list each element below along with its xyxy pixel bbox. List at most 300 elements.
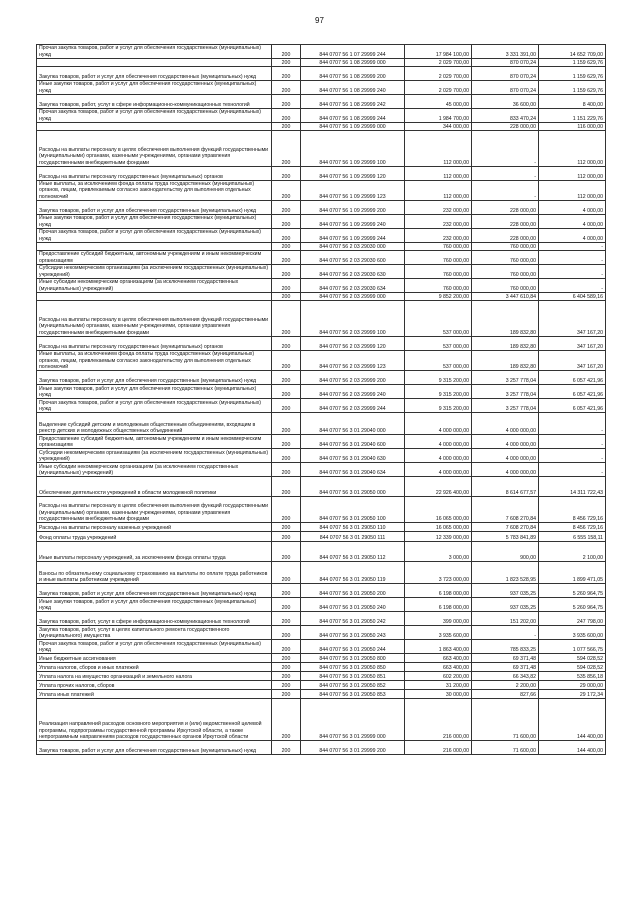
row-unexecuted: 1 899 471,05 xyxy=(539,562,606,584)
row-unexecuted: - xyxy=(539,265,606,279)
row-executed: 189 832,80 xyxy=(472,351,539,371)
row-approved: 344 000,00 xyxy=(405,123,472,131)
row-approved: 9 315 200,00 xyxy=(405,371,472,385)
table-row xyxy=(37,741,606,755)
row-name: Обеспечение деятельности учреждений в области молодежной политики xyxy=(37,477,272,497)
row-approved: 602 200,00 xyxy=(405,672,472,681)
row-executed: 189 832,80 xyxy=(472,337,539,351)
row-line-code: 200 xyxy=(272,663,301,672)
table-row xyxy=(37,681,606,690)
table-row xyxy=(37,663,606,672)
row-unexecuted: 1 151 229,76 xyxy=(539,109,606,123)
row-executed: 870 070,24 xyxy=(472,59,539,67)
row-name: Иные выплаты, за исключением фонда оплаты труда государственных (муниципальных) органов, лицам, привлекаемым согласно законодательству для выполнения отдельных полномочий xyxy=(37,351,272,371)
row-name: Закупка товаров, работ, услуг в сфере информационно-коммуникационных технологий xyxy=(37,612,272,626)
row-budget-code: 844 0707 56 3 01 29050 800 xyxy=(301,654,405,663)
row-unexecuted: - xyxy=(539,279,606,293)
row-line-code: 200 xyxy=(272,741,301,755)
row-approved: 17 984 100,00 xyxy=(405,45,472,59)
row-name: Расходы на выплаты персоналу государственных (муниципальных) органов xyxy=(37,167,272,181)
row-budget-code: 844 0707 56 2 03 29999 240 xyxy=(301,385,405,399)
row-budget-code: 844 0707 56 2 03 29030 630 xyxy=(301,265,405,279)
row-approved: 1 984 700,00 xyxy=(405,109,472,123)
table-row xyxy=(37,477,606,497)
row-line-code: 200 xyxy=(272,690,301,699)
table-row xyxy=(37,532,606,542)
row-unexecuted: 594 028,52 xyxy=(539,654,606,663)
row-name: Прочая закупка товаров, работ и услуг для обеспечения государственных (муниципальных) нужд xyxy=(37,640,272,654)
row-budget-code: 844 0707 56 1 08 29999 244 xyxy=(301,109,405,123)
row-approved: 9 315 200,00 xyxy=(405,385,472,399)
row-name: Закупка товаров, работ и услуг для обеспечения государственных (муниципальных) нужд xyxy=(37,584,272,598)
table-row xyxy=(37,131,606,167)
table-row xyxy=(37,181,606,201)
row-budget-code: 844 0707 56 3 01 29050 000 xyxy=(301,477,405,497)
table-row xyxy=(37,672,606,681)
row-name: Прочая закупка товаров, работ и услуг для обеспечения государственных (муниципальных) нужд xyxy=(37,45,272,59)
row-executed: - xyxy=(472,131,539,167)
row-executed: - xyxy=(472,167,539,181)
row-budget-code: 844 0707 56 3 01 29050 100 xyxy=(301,497,405,523)
row-unexecuted: 8 456 729,16 xyxy=(539,497,606,523)
row-name: Закупка товаров, работ и услуг для обеспечения государственных (муниципальных) нужд xyxy=(37,201,272,215)
row-budget-code: 844 0707 56 2 03 29999 123 xyxy=(301,351,405,371)
row-budget-code: 844 0707 56 3 01 29040 630 xyxy=(301,449,405,463)
row-unexecuted: 4 000,00 xyxy=(539,215,606,229)
row-budget-code: 844 0707 56 1 09 29999 000 xyxy=(301,123,405,131)
row-name: Закупка товаров, работ и услуг для обеспечения государственных (муниципальных) нужд xyxy=(37,67,272,81)
row-executed: 3 257 778,04 xyxy=(472,371,539,385)
row-unexecuted: - xyxy=(539,413,606,435)
row-line-code: 200 xyxy=(272,626,301,640)
row-line-code: 200 xyxy=(272,81,301,95)
row-budget-code: 844 0707 56 2 03 29999 244 xyxy=(301,399,405,413)
row-line-code: 200 xyxy=(272,640,301,654)
row-executed: - xyxy=(472,181,539,201)
row-budget-code: 844 0707 56 2 03 29999 120 xyxy=(301,337,405,351)
row-budget-code: 844 0707 56 3 01 29050 243 xyxy=(301,626,405,640)
row-line-code: 200 xyxy=(272,215,301,229)
row-line-code: 200 xyxy=(272,59,301,67)
row-line-code: 200 xyxy=(272,67,301,81)
row-line-code: 200 xyxy=(272,385,301,399)
row-name: Предоставление субсидий бюджетным, автономным учреждениям и иным некоммерческим организациям xyxy=(37,435,272,449)
row-approved: 4 000 000,00 xyxy=(405,463,472,477)
row-budget-code: 844 0707 56 2 03 29999 000 xyxy=(301,293,405,301)
row-name: Расходы на выплаты персоналу в целях обеспечения выполнения функций государственными (муниципальными) органами, казенными учреждениями, органами управления государственными внебюджетными фондами xyxy=(37,301,272,337)
row-line-code: 200 xyxy=(272,399,301,413)
row-approved: 45 000,00 xyxy=(405,95,472,109)
row-line-code: 200 xyxy=(272,301,301,337)
page-number: 97 xyxy=(315,16,324,25)
row-executed: - xyxy=(472,626,539,640)
row-name xyxy=(37,293,272,301)
row-line-code: 200 xyxy=(272,251,301,265)
row-line-code: 200 xyxy=(272,243,301,251)
row-budget-code: 844 0707 56 1 09 29999 100 xyxy=(301,131,405,167)
row-line-code: 200 xyxy=(272,681,301,690)
row-unexecuted: 1 159 629,76 xyxy=(539,81,606,95)
row-name: Субсидии некоммерческим организациям (за исключением государственных (муниципальных) учреждений) xyxy=(37,449,272,463)
row-budget-code: 844 0707 56 3 01 29050 244 xyxy=(301,640,405,654)
row-budget-code: 844 0707 56 1 09 29999 244 xyxy=(301,229,405,243)
row-approved: 537 000,00 xyxy=(405,351,472,371)
row-executed: 760 000,00 xyxy=(472,243,539,251)
row-budget-code: 844 0707 56 3 01 29050 240 xyxy=(301,598,405,612)
row-executed: 4 000 000,00 xyxy=(472,449,539,463)
row-executed: 189 832,80 xyxy=(472,301,539,337)
row-name: Иные субсидии некоммерческим организациям (за исключением государственных (муниципальных) учреждений) xyxy=(37,279,272,293)
table-row xyxy=(37,229,606,243)
row-unexecuted: 1 077 566,75 xyxy=(539,640,606,654)
row-name: Расходы на выплаты персоналу в целях обеспечения выполнения функций государственными (муниципальными) органами, казенными учреждениями, органами управления государственными внебюджетными фондами xyxy=(37,497,272,523)
row-name: Уплата иных платежей xyxy=(37,690,272,699)
row-budget-code: 844 0707 56 1 08 29999 242 xyxy=(301,95,405,109)
row-line-code: 200 xyxy=(272,167,301,181)
row-unexecuted: - xyxy=(539,243,606,251)
row-approved: 12 339 000,00 xyxy=(405,532,472,542)
table-row xyxy=(37,201,606,215)
row-executed: 228 000,00 xyxy=(472,215,539,229)
row-line-code: 200 xyxy=(272,562,301,584)
row-unexecuted: 144 400,00 xyxy=(539,741,606,755)
row-name: Уплата прочих налогов, сборов xyxy=(37,681,272,690)
row-budget-code: 844 0707 56 3 01 29050 852 xyxy=(301,681,405,690)
row-unexecuted: 594 028,52 xyxy=(539,663,606,672)
table-row xyxy=(37,243,606,251)
row-executed: 7 608 270,84 xyxy=(472,523,539,532)
row-unexecuted: 14 311 722,43 xyxy=(539,477,606,497)
row-unexecuted: 5 260 964,75 xyxy=(539,584,606,598)
row-approved: 3 935 600,00 xyxy=(405,626,472,640)
row-budget-code: 844 0707 56 3 01 29050 119 xyxy=(301,562,405,584)
row-budget-code: 844 0707 56 1 09 29999 200 xyxy=(301,201,405,215)
row-approved: 216 000,00 xyxy=(405,741,472,755)
row-unexecuted: 4 000,00 xyxy=(539,229,606,243)
row-name: Иные закупки товаров, работ и услуг для обеспечения государственных (муниципальных) нужд xyxy=(37,598,272,612)
row-unexecuted: 14 652 709,00 xyxy=(539,45,606,59)
row-unexecuted: 112 000,00 xyxy=(539,131,606,167)
row-line-code: 200 xyxy=(272,672,301,681)
row-budget-code: 844 0707 56 2 03 29999 200 xyxy=(301,371,405,385)
row-line-code: 200 xyxy=(272,477,301,497)
row-name xyxy=(37,243,272,251)
row-executed: 228 000,00 xyxy=(472,201,539,215)
row-unexecuted: 8 400,00 xyxy=(539,95,606,109)
table-row xyxy=(37,542,606,562)
row-executed: 3 257 778,04 xyxy=(472,385,539,399)
table-row xyxy=(37,598,606,612)
row-name: Иные выплаты, за исключением фонда оплаты труда государственных (муниципальных) органов, лицам, привлекаемым согласно законодательству для выполнения отдельных полномочий xyxy=(37,181,272,201)
row-unexecuted: 29 000,00 xyxy=(539,681,606,690)
budget-execution-table xyxy=(36,44,606,755)
row-approved: 760 000,00 xyxy=(405,251,472,265)
row-name: Иные бюджетные ассигнования xyxy=(37,654,272,663)
row-line-code: 200 xyxy=(272,109,301,123)
table-row xyxy=(37,167,606,181)
row-name: Иные закупки товаров, работ и услуг для обеспечения государственных (муниципальных) нужд xyxy=(37,385,272,399)
row-unexecuted: 247 798,00 xyxy=(539,612,606,626)
table-row xyxy=(37,301,606,337)
row-name: Уплата налогов, сборов и иных платежей xyxy=(37,663,272,672)
row-approved: 9 852 200,00 xyxy=(405,293,472,301)
row-approved: 663 400,00 xyxy=(405,663,472,672)
row-approved: 537 000,00 xyxy=(405,301,472,337)
row-executed: 2 200,00 xyxy=(472,681,539,690)
row-line-code: 200 xyxy=(272,351,301,371)
row-name: Расходы на выплаты персоналу в целях обеспечения выполнения функций государственными (муниципальными) органами, казенными учреждениями, органами управления государственными внебюджетными фондами xyxy=(37,131,272,167)
row-approved: 4 000 000,00 xyxy=(405,413,472,435)
row-unexecuted: - xyxy=(539,463,606,477)
row-budget-code: 844 0707 56 3 01 29999 000 xyxy=(301,699,405,741)
row-approved: 112 000,00 xyxy=(405,131,472,167)
row-unexecuted: 116 000,00 xyxy=(539,123,606,131)
table-row xyxy=(37,385,606,399)
table-row xyxy=(37,612,606,626)
row-budget-code: 844 0707 56 3 01 29050 200 xyxy=(301,584,405,598)
row-unexecuted: 347 167,20 xyxy=(539,337,606,351)
row-name xyxy=(37,123,272,131)
table-row xyxy=(37,59,606,67)
row-budget-code: 844 0707 56 3 01 29040 000 xyxy=(301,413,405,435)
row-executed: 3 257 778,04 xyxy=(472,399,539,413)
table-row xyxy=(37,123,606,131)
row-budget-code: 844 0707 56 2 03 29030 000 xyxy=(301,243,405,251)
row-approved: 760 000,00 xyxy=(405,265,472,279)
row-budget-code: 844 0707 56 3 01 29050 242 xyxy=(301,612,405,626)
row-name: Расходы на выплаты персоналу государственных (муниципальных) органов xyxy=(37,337,272,351)
row-approved: 112 000,00 xyxy=(405,181,472,201)
table-row xyxy=(37,640,606,654)
row-unexecuted: 4 000,00 xyxy=(539,201,606,215)
row-unexecuted: 1 159 629,76 xyxy=(539,59,606,67)
table-row xyxy=(37,95,606,109)
row-approved: 537 000,00 xyxy=(405,337,472,351)
row-budget-code: 844 0707 56 1 08 29999 200 xyxy=(301,67,405,81)
row-line-code: 200 xyxy=(272,337,301,351)
row-name: Иные закупки товаров, работ и услуг для обеспечения государственных (муниципальных) нужд xyxy=(37,215,272,229)
row-budget-code: 844 0707 56 2 03 29999 100 xyxy=(301,301,405,337)
row-approved: 2 029 700,00 xyxy=(405,59,472,67)
row-executed: 937 035,25 xyxy=(472,598,539,612)
row-budget-code: 844 0707 56 3 01 29999 200 xyxy=(301,741,405,755)
row-executed: 228 000,00 xyxy=(472,123,539,131)
row-unexecuted: 535 856,18 xyxy=(539,672,606,681)
row-approved: 399 000,00 xyxy=(405,612,472,626)
row-line-code: 200 xyxy=(272,584,301,598)
row-unexecuted: 6 057 421,96 xyxy=(539,385,606,399)
row-approved: 16 065 000,00 xyxy=(405,523,472,532)
row-budget-code: 844 0707 56 1 09 29999 240 xyxy=(301,215,405,229)
row-executed: 7 608 270,84 xyxy=(472,497,539,523)
row-executed: 827,66 xyxy=(472,690,539,699)
table-row xyxy=(37,497,606,523)
row-approved: 232 000,00 xyxy=(405,215,472,229)
table-row xyxy=(37,251,606,265)
row-unexecuted: 144 400,00 xyxy=(539,699,606,741)
row-name: Взносы по обязательному социальному страхованию на выплаты по оплате труда работников и иные выплаты работникам учреждений xyxy=(37,562,272,584)
row-approved: 30 000,00 xyxy=(405,690,472,699)
row-name: Предоставление субсидий бюджетным, автономным учреждениям и иным некоммерческим организациям xyxy=(37,251,272,265)
table-row xyxy=(37,523,606,532)
row-executed: 937 035,25 xyxy=(472,584,539,598)
row-executed: 4 000 000,00 xyxy=(472,435,539,449)
row-executed: 3 331 391,00 xyxy=(472,45,539,59)
row-unexecuted: 29 172,34 xyxy=(539,690,606,699)
row-name: Фонд оплаты труда учреждений xyxy=(37,532,272,542)
table-row xyxy=(37,293,606,301)
table-row xyxy=(37,351,606,371)
row-unexecuted: - xyxy=(539,251,606,265)
row-executed: 69 371,48 xyxy=(472,663,539,672)
table-row xyxy=(37,371,606,385)
row-line-code: 200 xyxy=(272,181,301,201)
table-row xyxy=(37,562,606,584)
row-name: Расходы на выплаты персоналу казенных учреждений xyxy=(37,523,272,532)
row-name: Иные субсидии некоммерческим организациям (за исключением государственных (муниципальных) учреждений) xyxy=(37,463,272,477)
row-executed: 71 600,00 xyxy=(472,741,539,755)
row-line-code: 200 xyxy=(272,371,301,385)
row-name: Прочая закупка товаров, работ и услуг для обеспечения государственных (муниципальных) нужд xyxy=(37,109,272,123)
row-line-code: 200 xyxy=(272,45,301,59)
row-executed: 36 600,00 xyxy=(472,95,539,109)
row-unexecuted: 2 100,00 xyxy=(539,542,606,562)
row-name: Прочая закупка товаров, работ и услуг для обеспечения государственных (муниципальных) нужд xyxy=(37,229,272,243)
table-row xyxy=(37,435,606,449)
row-approved: 6 198 000,00 xyxy=(405,584,472,598)
table-row xyxy=(37,45,606,59)
row-executed: 4 000 000,00 xyxy=(472,463,539,477)
row-executed: 69 371,48 xyxy=(472,654,539,663)
row-line-code: 200 xyxy=(272,229,301,243)
row-line-code: 200 xyxy=(272,523,301,532)
row-name: Закупка товаров, работ и услуг для обеспечения государственных (муниципальных) нужд xyxy=(37,371,272,385)
row-approved: 232 000,00 xyxy=(405,229,472,243)
row-executed: 870 070,24 xyxy=(472,67,539,81)
row-name: Иные закупки товаров, работ и услуг для обеспечения государственных (муниципальных) нужд xyxy=(37,81,272,95)
row-unexecuted: 6 404 589,16 xyxy=(539,293,606,301)
row-approved: 3 723 000,00 xyxy=(405,562,472,584)
row-executed: 4 000 000,00 xyxy=(472,413,539,435)
row-line-code: 200 xyxy=(272,542,301,562)
row-name: Закупка товаров, работ и услуг для обеспечения государственных (муниципальных) нужд xyxy=(37,741,272,755)
row-budget-code: 844 0707 56 3 01 29050 851 xyxy=(301,672,405,681)
row-budget-code: 844 0707 56 3 01 29050 110 xyxy=(301,523,405,532)
row-unexecuted: - xyxy=(539,449,606,463)
row-line-code: 200 xyxy=(272,598,301,612)
row-unexecuted: - xyxy=(539,435,606,449)
row-line-code: 200 xyxy=(272,654,301,663)
row-approved: 216 000,00 xyxy=(405,699,472,741)
row-line-code: 200 xyxy=(272,293,301,301)
row-name: Выделение субсидий детским и молодежным общественным объединениям, входящим в реестр детских и молодежных общественных объединений xyxy=(37,413,272,435)
row-approved: 16 065 000,00 xyxy=(405,497,472,523)
row-approved: 22 926 400,00 xyxy=(405,477,472,497)
row-line-code: 200 xyxy=(272,497,301,523)
row-unexecuted: 5 260 964,75 xyxy=(539,598,606,612)
row-executed: 1 823 528,95 xyxy=(472,562,539,584)
table-row xyxy=(37,413,606,435)
table-row xyxy=(37,626,606,640)
row-approved: 2 029 700,00 xyxy=(405,81,472,95)
row-budget-code: 844 0707 56 3 01 29050 853 xyxy=(301,690,405,699)
table-row xyxy=(37,337,606,351)
table-body xyxy=(37,45,606,755)
row-budget-code: 844 0707 56 1 09 29999 123 xyxy=(301,181,405,201)
row-executed: 760 000,00 xyxy=(472,251,539,265)
row-approved: 6 198 000,00 xyxy=(405,598,472,612)
table-row xyxy=(37,109,606,123)
row-budget-code: 844 0707 56 3 01 29050 112 xyxy=(301,542,405,562)
row-line-code: 200 xyxy=(272,413,301,435)
row-approved: 9 315 200,00 xyxy=(405,399,472,413)
table-row xyxy=(37,449,606,463)
row-unexecuted: 8 456 729,16 xyxy=(539,523,606,532)
row-executed: 66 343,82 xyxy=(472,672,539,681)
table-row xyxy=(37,67,606,81)
row-line-code: 200 xyxy=(272,532,301,542)
row-executed: 760 000,00 xyxy=(472,279,539,293)
row-line-code: 200 xyxy=(272,123,301,131)
row-approved: 31 200,00 xyxy=(405,681,472,690)
row-approved: 760 000,00 xyxy=(405,243,472,251)
row-name: Закупка товаров, работ, услуг в целях капитального ремонта государственного (муниципального) имущества xyxy=(37,626,272,640)
row-line-code: 200 xyxy=(272,279,301,293)
row-executed: 785 833,25 xyxy=(472,640,539,654)
row-unexecuted: 3 935 600,00 xyxy=(539,626,606,640)
row-approved: 4 000 000,00 xyxy=(405,449,472,463)
row-executed: 870 070,24 xyxy=(472,81,539,95)
row-executed: 5 783 841,89 xyxy=(472,532,539,542)
row-approved: 760 000,00 xyxy=(405,279,472,293)
row-budget-code: 844 0707 56 1 08 29999 000 xyxy=(301,59,405,67)
row-executed: 71 600,00 xyxy=(472,699,539,741)
row-budget-code: 844 0707 56 2 03 29030 600 xyxy=(301,251,405,265)
row-line-code: 200 xyxy=(272,449,301,463)
row-approved: 112 000,00 xyxy=(405,167,472,181)
row-name: Прочая закупка товаров, работ и услуг для обеспечения государственных (муниципальных) нужд xyxy=(37,399,272,413)
row-line-code: 200 xyxy=(272,435,301,449)
row-budget-code: 844 0707 56 3 01 29050 111 xyxy=(301,532,405,542)
row-name: Субсидии некоммерческим организациям (за исключением государственных (муниципальных) учреждений) xyxy=(37,265,272,279)
row-unexecuted: 6 057 421,96 xyxy=(539,399,606,413)
row-approved: 232 000,00 xyxy=(405,201,472,215)
row-executed: 760 000,00 xyxy=(472,265,539,279)
row-line-code: 200 xyxy=(272,463,301,477)
row-budget-code: 844 0707 56 3 01 29050 850 xyxy=(301,663,405,672)
row-name: Реализация направлений расходов основного мероприятия и (или) ведомственной целевой программы, подпрограммы государственной программы Иркутской области, а также непрограммным направлениям расходов государственных органов Иркутской области xyxy=(37,699,272,741)
row-executed: 900,00 xyxy=(472,542,539,562)
table-row xyxy=(37,699,606,741)
table-row xyxy=(37,265,606,279)
row-unexecuted: 1 159 629,76 xyxy=(539,67,606,81)
table-row xyxy=(37,690,606,699)
row-name: Уплата налога на имущество организаций и земельного налога xyxy=(37,672,272,681)
table-row xyxy=(37,279,606,293)
row-name: Закупка товаров, работ, услуг в сфере информационно-коммуникационных технологий xyxy=(37,95,272,109)
row-unexecuted: 347 167,20 xyxy=(539,351,606,371)
row-budget-code: 844 0707 56 1 09 29999 120 xyxy=(301,167,405,181)
row-approved: 663 400,00 xyxy=(405,654,472,663)
row-executed: 3 447 610,84 xyxy=(472,293,539,301)
row-name xyxy=(37,59,272,67)
row-line-code: 200 xyxy=(272,699,301,741)
row-approved: 3 000,00 xyxy=(405,542,472,562)
row-unexecuted: 112 000,00 xyxy=(539,167,606,181)
row-line-code: 200 xyxy=(272,265,301,279)
row-name: Иные выплаты персоналу учреждений, за исключением фонда оплаты труда xyxy=(37,542,272,562)
row-approved: 1 863 400,00 xyxy=(405,640,472,654)
